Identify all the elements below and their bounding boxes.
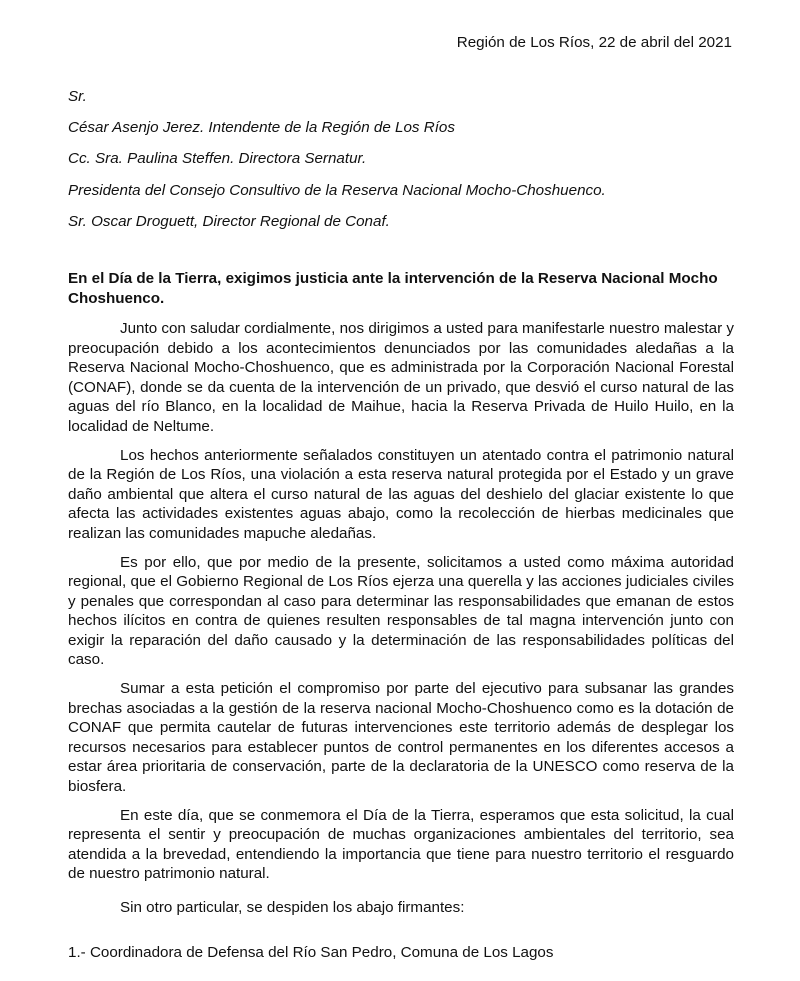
body-paragraph: En este día, que se conmemora el Día de la Tierra, esperamos que esta solicitud, la cual representa el sentir y preocupación de muchas organizaciones ambientales del territorio, sea atendida a la brevedad, entendiendo la importancia que tiene para nuestro territorio el resguardo de nuestro patrimonio natural. — [68, 806, 734, 882]
recipient-conaf: Sr. Oscar Droguett, Director Regional de Conaf. — [68, 212, 390, 230]
body-paragraph: Sumar a esta petición el compromiso por parte del ejecutivo para subsanar las grandes brechas asociadas a la gestión de la reserva nacional Mocho-Choshuenco como es la dotación de CONAF que permita cautelar de futuras intervenciones este territorio además de desplegar los recursos necesarios para establecer puntos de control permanentes en los diferentes accesos a estar área prioritaria de conservación, parte de la declaratoria de la UNESCO como reserva de la biosfera. — [68, 680, 734, 795]
recipient-cc-sernatur: Cc. Sra. Paulina Steffen. Directora Sernatur. — [68, 150, 367, 168]
signatory-item: 1.- Coordinadora de Defensa del Río San Pedro, Comuna de Los Lagos — [68, 944, 554, 961]
signatory-list — [68, 944, 748, 961]
letter-body — [68, 319, 734, 893]
letter-subject: En el Día de la Tierra, exigimos justicia ante la intervención de la Reserva Nacional Mocho Choshuenco. — [68, 270, 718, 307]
recipients-block — [68, 86, 728, 242]
closing-line: Sin otro particular, se despiden los abajo firmantes: — [120, 899, 465, 916]
recipient-intendente: César Asenjo Jerez. Intendente de la Región de Los Ríos — [68, 119, 455, 137]
recipient-consejo-consultivo: Presidenta del Consejo Consultivo de la Reserva Nacional Mocho-Choshuenco. — [68, 181, 606, 199]
date-line: Región de Los Ríos, 22 de abril del 2021 — [456, 34, 732, 51]
recipient-salutation: Sr. — [68, 88, 87, 105]
body-paragraph: Los hechos anteriormente señalados constituyen un atentado contra el patrimonio natural de la Región de Los Ríos, una violación a esta reserva natural protegida por el Estado y un grave daño ambiental que altera el curso natural de las aguas del deshielo del glaciar existente lo que afecta las actividades existentes aguas abajo, como la recolección de hierbas medicinales que realizan las comunidades mapuche aledañas. — [68, 446, 734, 542]
body-paragraph: Es por ello, que por medio de la presente, solicitamos a usted como máxima autoridad regional, que el Gobierno Regional de Los Ríos ejerza una querella y las acciones judiciales civiles y penales que correspondan al caso para determinar las responsabilidades que emanan de estos hechos ilícitos en contra de quienes resulten responsables de tal magna intervención junto con exigir la reparación del daño causado y la determinación de las responsabilidades políticas del caso. — [68, 553, 734, 668]
body-paragraph: Junto con saludar cordialmente, nos dirigimos a usted para manifestarle nuestro malestar y preocupación debido a los acontecimientos denunciados por las comunidades aledañas a la Reserva Nacional Mocho-Choshuenco, que es administrada por la Corporación Nacional Forestal (CONAF), donde se da cuenta de la intervención de un privado, que desvió el curso natural de las aguas del río Blanco, en la localidad de Maihue, hacia la Reserva Privada de Huilo Huilo, en la localidad de Neltume. — [68, 320, 734, 435]
